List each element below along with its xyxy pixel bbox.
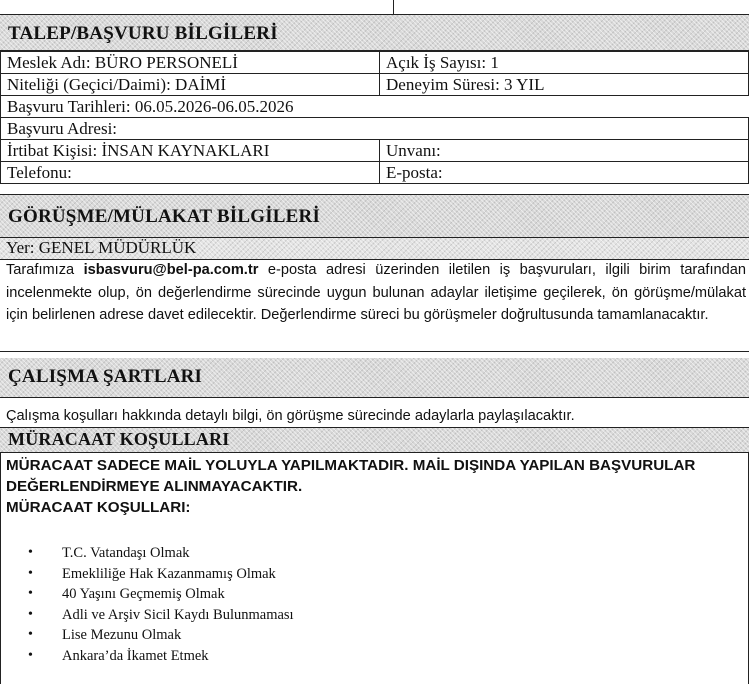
niteligi-cell: Niteliği (Geçici/Daimi): DAİMİ (1, 74, 380, 96)
yer-row (0, 238, 749, 260)
requirements-list (28, 543, 294, 666)
list-item: • Emekliliğe Hak Kazanmamış Olmak (28, 564, 294, 585)
gorusme-paragraph: Tarafımıza isbasvuru@bel-pa.com.tr e-posta adresi üzerinden iletilen iş başvuruları, ilgili birim tarafından incelenmekte olup, ön değerlendirme sürecinde uygun bulunan adaylar iletişime geçilerek, ön görüşme/mülakat için belirlenen adrese davet edilecektir. Değerlendirme süreci bu görüşmeler doğrultusunda tamamlanacaktır. (6, 262, 746, 323)
yer-text: Yer: GENEL MÜDÜRLÜK (6, 238, 197, 257)
acik-is-cell: Açık İş Sayısı: 1 (380, 52, 749, 74)
telefon-cell: Telefonu: (1, 162, 380, 184)
unvani-cell: Unvanı: (380, 140, 749, 162)
muracaat-subheading: MÜRACAAT KOŞULLARI: (6, 499, 191, 516)
list-item: • Lise Mezunu Olmak (28, 625, 294, 646)
muracaat-notice-line2: DEĞERLENDİRMEYE ALINMAYACAKTIR. (6, 478, 303, 495)
calisma-heading-text: ÇALIŞMA ŞARTLARI (8, 366, 203, 387)
irtibat-cell: İrtibat Kişisi: İNSAN KAYNAKLARI (1, 140, 380, 162)
list-item: • Ankara’da İkamet Etmek (28, 646, 294, 667)
calisma-section-heading (0, 358, 749, 398)
gorusme-heading-text: GÖRÜŞME/MÜLAKAT BİLGİLERİ (8, 206, 321, 227)
tarihler-cell (1, 96, 749, 118)
muracaat-heading-text: MÜRACAAT KOŞULLARI (8, 429, 230, 449)
eposta-cell: E-posta: (380, 162, 749, 184)
list-item: • Adli ve Arşiv Sicil Kaydı Bulunmaması (28, 605, 294, 626)
talep-heading-text: TALEP/BAŞVURU BİLGİLERİ (8, 23, 278, 44)
talep-section-heading (0, 14, 749, 51)
top-border-fragment (0, 0, 749, 14)
application-email: isbasvuru@bel-pa.com.tr (83, 262, 259, 278)
gorusme-section-heading (0, 194, 749, 238)
adres-cell: Başvuru Adresi: (1, 118, 749, 140)
deneyim-cell: Deneyim Süresi: 3 YIL (380, 74, 749, 96)
talep-info-table (0, 51, 749, 184)
list-item: • 40 Yaşını Geçmemiş Olmak (28, 584, 294, 605)
list-item: • T.C. Vatandaşı Olmak (28, 543, 294, 564)
calisma-text: Çalışma koşulları hakkında detaylı bilgi, ön görüşme sürecinde adaylarla paylaşılacaktır. (6, 408, 575, 424)
muracaat-section-heading (0, 428, 749, 453)
muracaat-notice-line1: MÜRACAAT SADECE MAİL YOLUYLA YAPILMAKTADIR. MAİL DIŞINDA YAPILAN BAŞVURULAR (6, 457, 696, 474)
meslek-cell: Meslek Adı: BÜRO PERSONELİ (1, 52, 380, 74)
divider (0, 351, 749, 352)
tarihler-text: Başvuru Tarihleri: 06.05.2026-06.05.2026 (7, 96, 294, 116)
